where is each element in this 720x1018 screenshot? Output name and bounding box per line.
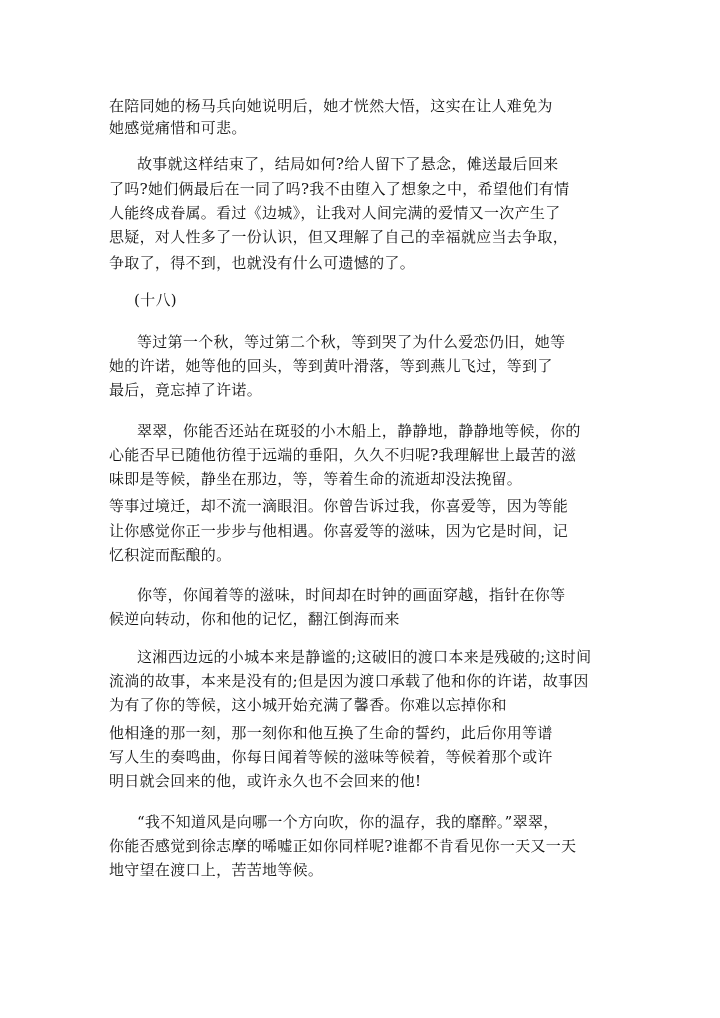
text-line: 翠翠，你能否还站在斑驳的小木船上，静静地，静静地等候，你的 [137,422,581,440]
text-line: 忆积淀而酝酿的。 [109,546,232,564]
text-line: 在陪同她的杨马兵向她说明后，她才恍然大悟，这实在让人难免为 [109,97,553,115]
text-line: 她感觉痛惜和可悲。 [109,119,247,137]
text-line: 心能否早已随他彷徨于远端的垂阳，久久不归呢?我理解世上最苦的滋 [109,446,577,464]
text-line: 你等，你闻着等的滋味，时间却在时钟的画面穿越，指针在你等 [137,586,566,604]
text-line: 让你感觉你正一步步与他相遇。你喜爱等的滋味，因为它是时间，记 [109,522,569,540]
text-line: 他相逢的那一刻，那一刻你和他互换了生命的誓约，此后你用等谱 [109,724,553,742]
text-line: 你能否感觉到徐志摩的唏嘘正如你同样呢?谁都不肯看见你一天又一天 [109,837,577,855]
text-line: 等事过境迁，却不流一滴眼泪。你曾告诉过我，你喜爱等，因为等能 [109,497,569,515]
text-line: 为有了你的等候，这小城开始充满了馨香。你难以忘掉你和 [109,696,507,714]
text-line: 故事就这样结束了，结局如何?给人留下了悬念，傩送最后回来 [137,155,559,173]
text-line: 这湘西边远的小城本来是静谧的;这破旧的渡口本来是残破的;这时间 [137,648,592,666]
text-line: 最后，竟忘掉了许诺。 [109,381,263,399]
text-line: 人能终成眷属。看过《边城》，让我对人间完满的爱情又一次产生了 [109,204,561,222]
text-line: 思疑，对人性多了一份认识，但又理解了自己的幸福就应当去争取， [109,228,569,246]
text-line: 明日就会回来的他，或许永久也不会回来的他! [109,772,422,790]
text-line: 候逆向转动，你和他的记忆，翻江倒海而来 [109,610,400,628]
text-line: “我不知道风是向哪一个方向吹，你的温存，我的靡醉。”翠翠， [137,813,559,831]
text-line: 味即是等候，静坐在那边，等，等着生命的流逝却没法挽留。 [109,470,523,488]
text-line: 流淌的故事，本来是没有的;但是因为渡口承载了他和你的许诺，故事因 [109,672,589,690]
text-line: 写人生的奏鸣曲，你每日闻着等候的滋味等候着，等候着那个或许 [109,748,553,766]
text-line: 争取了，得不到，也就没有什么可遗憾的了。 [109,254,416,272]
text-line: 了吗?她们俩最后在一同了吗?我不由堕入了想象之中，希望他们有情 [109,180,570,198]
section-number: (十八) [134,291,177,309]
text-line: 等过第一个秋，等过第二个秋，等到哭了为什么爱恋仍旧，她等 [137,333,566,351]
text-line: 她的许诺，她等他的回头，等到黄叶滑落，等到燕儿飞过，等到了 [109,357,553,375]
text-line: 地守望在渡口上，苦苦地等候。 [109,861,324,879]
